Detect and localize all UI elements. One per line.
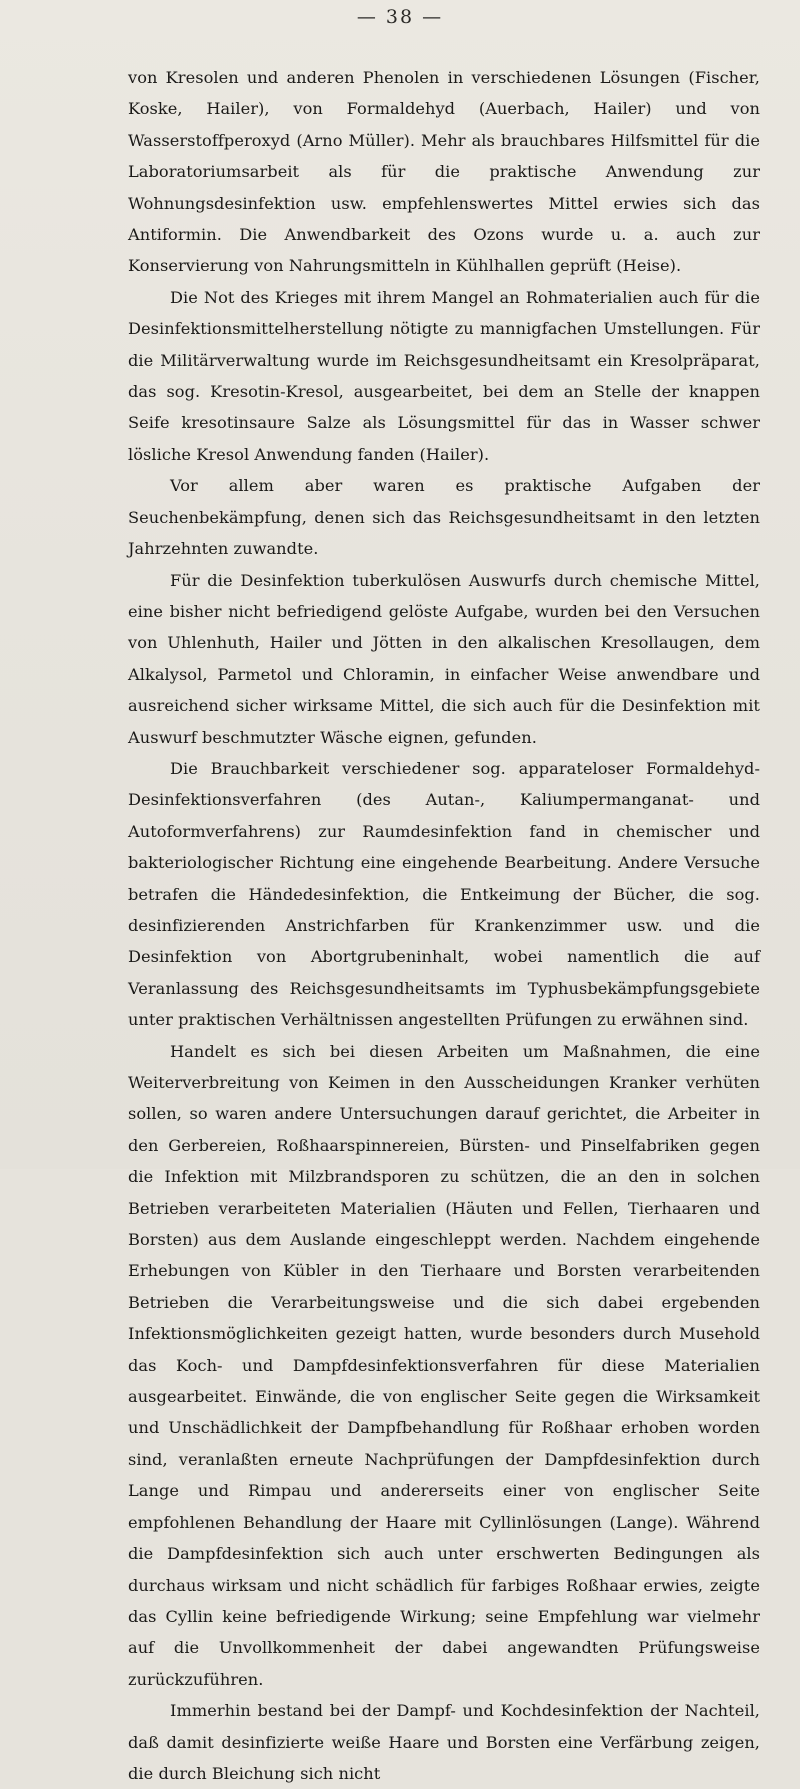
- paragraph-5: Die Brauchbarkeit verschiedener sog. apparateloser Formaldehyd-Desinfektionsverfahren (des Autan-, Kaliumpermanganat- und Autoformverfahrens) zur Raumdesinfektion fand in chemischer und bakteriologischer Richtung eine eingehende Bearbeitung. Andere Versuche betrafen die Händedesinfektion, die Entkeimung der Bücher, die sog. desinfizierenden Anstrichfarben für Krankenzimmer usw. und die Desinfektion von Abortgrubeninhalt, wobei namentlich die auf Veranlassung des Reichsgesundheitsamts im Typhusbekämpfungsgebiete unter praktischen Verhältnissen angestellten Prüfungen zu erwähnen sind.: [128, 758, 760, 1030]
- page-number: — 38 —: [356, 6, 444, 28]
- body-text: [128, 62, 760, 1789]
- paragraph-7: Immerhin bestand bei der Dampf- und Kochdesinfektion der Nachteil, daß damit desinfizierte weiße Haare und Borsten eine Verfärbung zeigen, die durch Bleichung sich nicht: [128, 1701, 760, 1783]
- paragraph-3: Vor allem aber waren es praktische Aufgaben der Seuchenbekämpfung, denen sich das Reichsgesundheitsamt in den letzten Jahrzehnten zuwandte.: [128, 476, 760, 559]
- paragraph-4: Für die Desinfektion tuberkulösen Auswurfs durch chemische Mittel, eine bisher nicht befriedigend gelöste Aufgabe, wurden bei den Versuchen von Uhlenhuth, Hailer und Jötten in den alkalischen Kresollaugen, dem Alkalysol, Parmetol und Chloramin, in einfacher Weise anwendbare und ausreichend sicher wirksame Mittel, die sich auch für die Desinfektion mit Auswurf beschmutzter Wäsche eignen, gefunden.: [128, 570, 760, 747]
- paragraph-1: von Kresolen und anderen Phenolen in verschiedenen Lösungen (Fischer, Koske, Hailer), von Formaldehyd (Auerbach, Hailer) und von Wasserstoffperoxyd (Arno Müller). Mehr als brauchbares Hilfsmittel für die Laboratoriumsarbeit als für die praktische Anwendung zur Wohnungsdesinfektion usw. empfehlenswertes Mittel erwies sich das Antiformin. Die Anwendbarkeit des Ozons wurde u. a. auch zur Konservierung von Nahrungsmitteln in Kühlhallen geprüft (Heise).: [128, 68, 760, 276]
- paragraph-2: Die Not des Krieges mit ihrem Mangel an Rohmaterialien auch für die Desinfektionsmittelherstellung nötigte zu mannigfachen Umstellungen. Für die Militärverwaltung wurde im Reichsgesundheitsamt ein Kresolpräparat, das sog. Kresotin-Kresol, ausgearbeitet, bei dem an Stelle der knappen Seife kresotinsaure Salze als Lösungsmittel für das in Wasser schwer lösliche Kresol Anwendung fanden (Hailer).: [128, 287, 760, 464]
- paragraph-6: Handelt es sich bei diesen Arbeiten um Maßnahmen, die eine Weiterverbreitung von Keimen in den Ausscheidungen Kranker verhüten sollen, so waren andere Untersuchungen darauf gerichtet, die Arbeiter in den Gerbereien, Roßhaarspinnereien, Bürsten- und Pinselfabriken gegen die Infektion mit Milzbrandsporen zu schützen, die an den in solchen Betrieben verarbeiteten Materialien (Häuten und Fellen, Tierhaaren und Borsten) aus dem Auslande eingeschleppt werden. Nachdem eingehende Erhebungen von Kübler in den Tierhaare und Borsten verarbeitenden Betrieben die Verarbeitungsweise und die sich dabei ergebenden Infektionsmöglichkeiten gezeigt hatten, wurde besonders durch Musehold das Koch- und Dampfdesinfektionsverfahren für diese Materialien ausgearbeitet. Einwände, die von englischer Seite gegen die Wirksamkeit und Unschädlichkeit der Dampfbehandlung für Roßhaar erhoben worden sind, veranlaßten erneute Nachprüfungen der Dampfdesinfektion durch Lange und Rimpau und andererseits einer von englischer Seite empfohlenen Behandlung der Haare mit Cyllinlösungen (Lange). Während die Dampfdesinfektion sich auch unter erschwerten Bedingungen als durchaus wirksam und nicht schädlich für farbiges Roßhaar erwies, zeigte das Cyllin keine befriedigende Wirkung; seine Empfehlung war vielmehr auf die Unvollkommenheit der dabei angewandten Prüfungsweise zurückzuführen.: [128, 1041, 760, 1689]
